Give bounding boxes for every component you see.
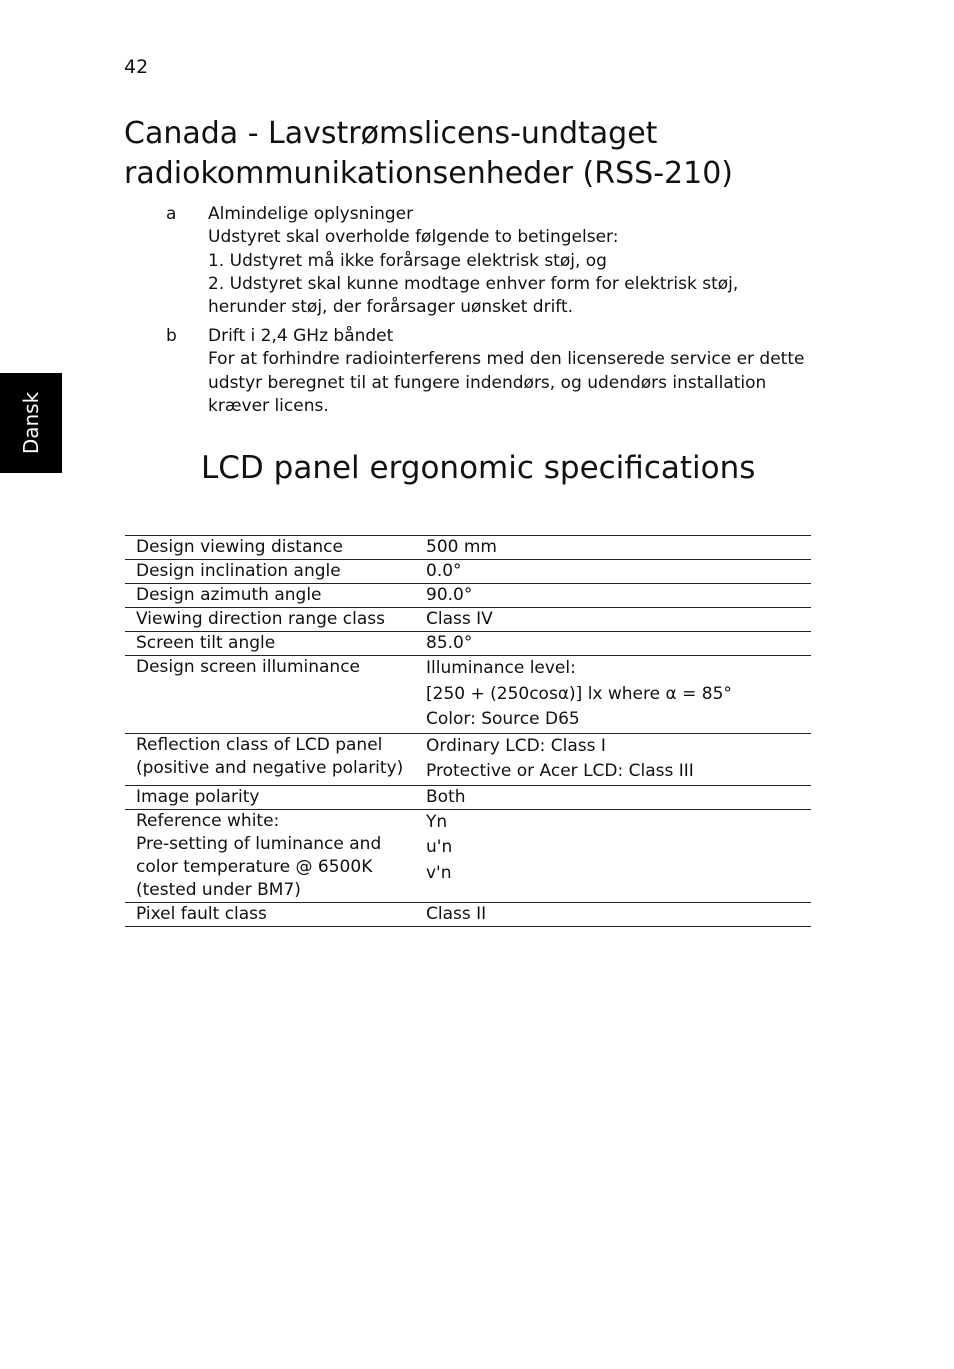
spec-value-line: u'n <box>426 837 453 857</box>
spec-value <box>415 584 811 608</box>
spec-value-line: v'n <box>426 862 452 883</box>
spec-key-line: Pixel fault class <box>136 903 267 924</box>
table-row <box>125 785 811 809</box>
page-number: 42 <box>124 56 149 78</box>
table-row <box>125 632 811 656</box>
list-item-line: For at forhindre radiointerferens med den licenserede service er dette <box>208 349 805 370</box>
spec-value-line: Color: Source D65 <box>426 709 580 729</box>
spec-key-line: Design inclination angle <box>136 561 341 581</box>
spec-value-line: Ordinary LCD: Class I <box>426 735 606 756</box>
table-row <box>125 902 811 926</box>
spec-key-line: Pre-setting of luminance and <box>136 833 382 854</box>
spec-value-line: 85.0° <box>426 633 473 653</box>
spec-value-line: 500 mm <box>426 537 497 557</box>
spec-key <box>125 584 415 608</box>
spec-key-line: Design azimuth angle <box>136 585 322 605</box>
spec-key <box>125 809 415 902</box>
spec-value-line: [250 + (250cosα)] lx where α = 85° <box>426 683 732 704</box>
spec-key <box>125 733 415 785</box>
table-row <box>125 536 811 560</box>
language-side-tab-label: Dansk <box>19 391 43 455</box>
spec-value <box>415 608 811 632</box>
list-item-line: 2. Udstyret skal kunne modtage enhver form for elektrisk støj, <box>208 273 739 294</box>
spec-value <box>415 733 811 785</box>
spec-value <box>415 632 811 656</box>
section-title-canada <box>124 114 733 194</box>
spec-value-line: Class IV <box>426 609 493 629</box>
list-item-line: kræver licens. <box>208 395 329 416</box>
spec-value <box>415 536 811 560</box>
spec-value <box>415 785 811 809</box>
spec-key <box>125 560 415 584</box>
lcd-spec-table <box>125 535 811 927</box>
spec-value-line: Illuminance level: <box>426 658 576 678</box>
spec-key-line: Viewing direction range class <box>136 609 385 629</box>
spec-key <box>125 536 415 560</box>
title-line: Canada - Lavstrømslicens-undtaget <box>124 116 658 151</box>
list-item-line: Almindelige oplysninger <box>208 204 414 224</box>
list-item-label: a <box>166 204 177 224</box>
list-item-line: 1. Udstyret må ikke forårsage elektrisk støj, og <box>208 250 607 271</box>
spec-key-line: Design screen illuminance <box>136 657 361 677</box>
list-item-body <box>208 203 738 319</box>
spec-value-line: Protective or Acer LCD: Class III <box>426 761 694 781</box>
spec-value <box>415 902 811 926</box>
spec-key-line: (tested under BM7) <box>136 879 301 900</box>
spec-value <box>415 560 811 584</box>
spec-value-line: Class II <box>426 903 487 924</box>
spec-key <box>125 785 415 809</box>
spec-value-line: Both <box>426 786 466 807</box>
list-item-line: Drift i 2,4 GHz båndet <box>208 326 394 346</box>
spec-key <box>125 902 415 926</box>
list-item-line: udstyr beregnet til at fungere indendørs, og udendørs installation <box>208 372 767 393</box>
spec-value-line: 0.0° <box>426 561 462 581</box>
list-item-line: Udstyret skal overholde følgende to betingelser: <box>208 227 619 248</box>
spec-key <box>125 656 415 734</box>
table-row <box>125 809 811 902</box>
spec-key <box>125 608 415 632</box>
table-row <box>125 560 811 584</box>
table-row <box>125 733 811 785</box>
spec-key-line: Design viewing distance <box>136 537 343 557</box>
spec-value <box>415 656 811 734</box>
spec-value <box>415 809 811 902</box>
list-item-line: herunder støj, der forårsager uønsket drift. <box>208 297 574 318</box>
spec-key <box>125 632 415 656</box>
table-row <box>125 584 811 608</box>
spec-key-line: Screen tilt angle <box>136 633 276 653</box>
spec-key-line: Image polarity <box>136 786 260 807</box>
title-line: radiokommunikationsenheder (RSS-210) <box>124 156 733 191</box>
language-side-tab <box>0 373 62 473</box>
spec-value-line: Yn <box>426 811 448 832</box>
spec-key-line: (positive and negative polarity) <box>136 757 404 778</box>
spec-value-line: 90.0° <box>426 585 473 605</box>
table-row <box>125 656 811 734</box>
spec-key-line: Reflection class of LCD panel <box>136 734 383 755</box>
spec-key-line: Reference white: <box>136 810 280 831</box>
list-item-body <box>208 325 804 418</box>
section-title-lcd: LCD panel ergonomic specifications <box>201 450 756 486</box>
list-item-label: b <box>166 326 177 346</box>
table-row <box>125 608 811 632</box>
spec-key-line: color temperature @ 6500K <box>136 856 373 877</box>
